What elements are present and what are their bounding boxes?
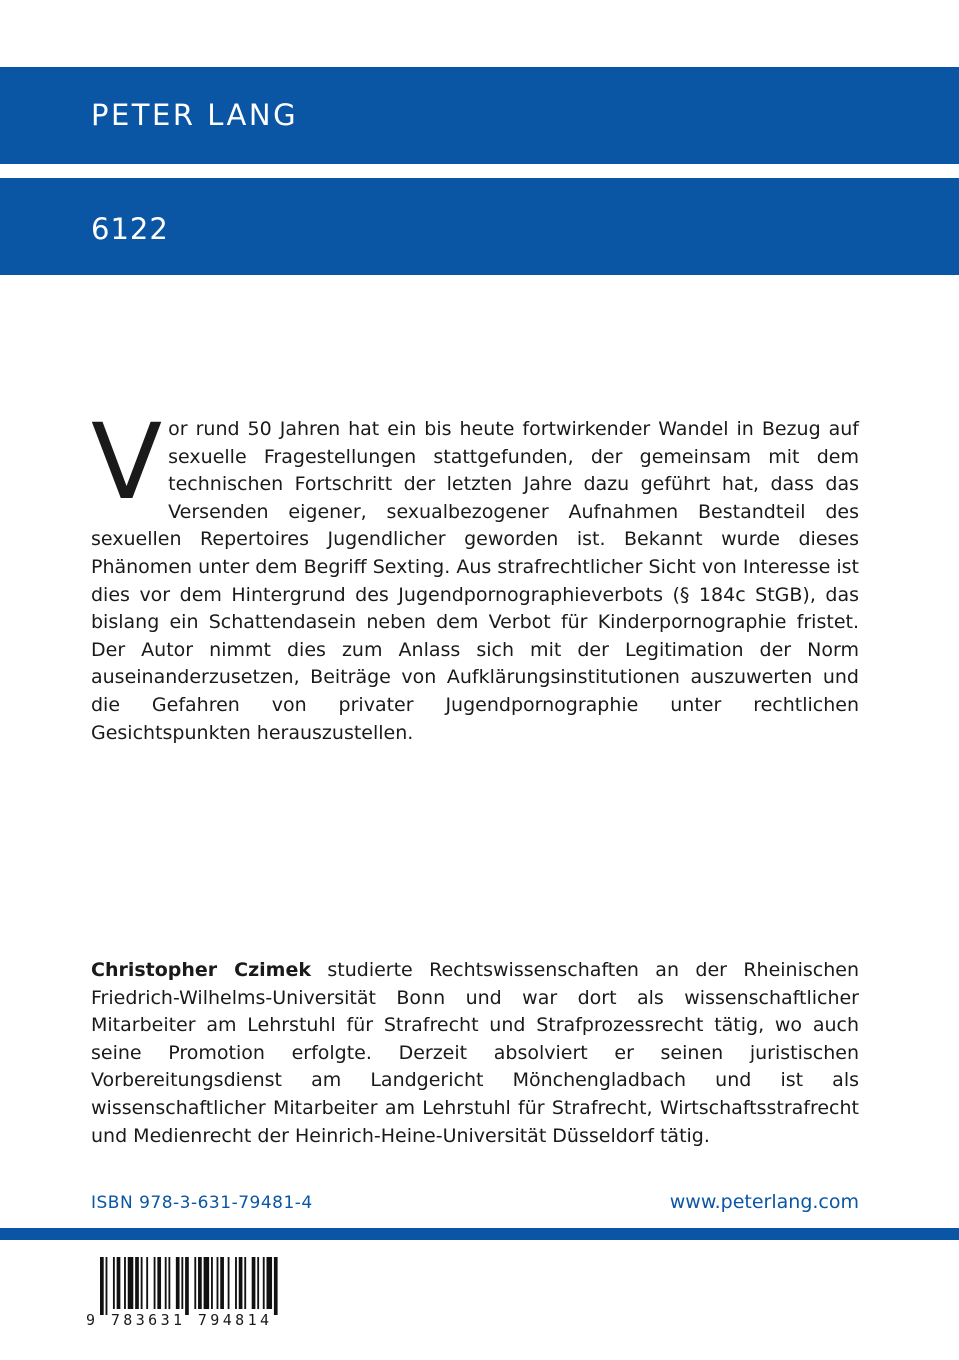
barcode-bar	[244, 1257, 246, 1309]
barcode-bar	[228, 1257, 230, 1309]
barcode-bar	[176, 1257, 180, 1309]
barcode-bar	[185, 1257, 189, 1315]
barcode-bar	[113, 1257, 115, 1309]
barcode-bar	[165, 1257, 167, 1309]
barcode-bar	[146, 1257, 148, 1309]
isbn: ISBN 978-3-631-79481-4	[91, 1193, 313, 1213]
barcode-bar	[106, 1257, 108, 1315]
barcode-bar	[274, 1257, 278, 1315]
barcode-bar	[141, 1257, 143, 1309]
barcode-bar	[117, 1257, 121, 1309]
barcode-bar	[168, 1257, 170, 1309]
publisher-name: PETER LANG	[91, 98, 299, 132]
barcode-bar	[220, 1257, 224, 1309]
barcode-bar	[211, 1257, 213, 1309]
series-band	[0, 178, 959, 275]
website-link[interactable]: www.peterlang.com	[669, 1191, 859, 1213]
barcode-digits: 9 783631 794814	[86, 1311, 273, 1329]
barcode-bar	[154, 1257, 156, 1309]
series-number: 6122	[91, 212, 169, 246]
barcode-bar	[263, 1257, 265, 1309]
barcode-bar	[257, 1257, 259, 1309]
barcode-bar	[100, 1257, 104, 1315]
barcode-bar	[267, 1257, 273, 1309]
barcode-bar	[239, 1257, 243, 1309]
author-name: Christopher Czimek	[91, 959, 311, 981]
blurb-text: or rund 50 Jahren hat ein bis heute fortwirkender Wandel in Bezug auf sexuelle Fragestellungen stattgefunden, der gemeinsam mit dem technischen Fortschritt der letzten Jahre dazu geführt hat, dass das Versenden eigener, sexualbezogener Aufnahmen Bestandteil des sexuellen Repertoires Jugendlicher geworden ist. Bekannt wurde dieses Phänomen unter dem Begriff Sexting. Aus strafrechtlicher Sicht von Interesse ist dies vor dem Hintergrund des Jugendpornographieverbots (§ 184c StGB), das bislang ein Schattendasein neben dem Verbot für Kinderpornographie fristet. Der Autor nimmt dies zum Anlass sich mit der Legitimation der Norm auseinanderzusetzen, Beiträge von Aufklärungsinstitutionen auszuwerten und die Gefahren von privater Jugendpornographie unter rechtlichen Gesichtspunkten herauszustellen.	[91, 418, 859, 744]
book-blurb	[91, 401, 859, 747]
barcode-bar	[135, 1257, 139, 1309]
barcode-bar	[217, 1257, 219, 1309]
barcode-bar	[194, 1257, 196, 1309]
drop-cap: V	[91, 401, 163, 523]
barcode-bar	[198, 1257, 202, 1309]
author-bio	[91, 957, 859, 1150]
barcode-bar	[128, 1257, 134, 1309]
barcode-bar	[157, 1257, 161, 1309]
publisher-band	[0, 67, 959, 164]
barcode	[86, 1253, 298, 1333]
author-bio-text: studierte Rechtswissenschaften an der Rheinischen Friedrich-Wilhelms-Universität Bonn und war dort als wissenschaftlicher Mitarbeiter am Lehrstuhl für Strafrecht und Strafprozessrecht tätig, wo auch seine Promotion erfolgte. Derzeit absolviert er seinen juristischen Vorbereitungsdienst am Landgericht Mönchengladbach und ist als wissenschaftlicher Mitarbeiter am Lehrstuhl für Strafrecht, Wirtschaftsstrafrecht und Medienrecht der Heinrich-Heine-Universität Düsseldorf tätig.	[91, 959, 859, 1147]
barcode-bar	[235, 1257, 237, 1309]
bottom-rule	[0, 1228, 959, 1240]
barcode-bar	[204, 1257, 210, 1309]
barcode-bar	[252, 1257, 256, 1309]
barcode-bar	[181, 1257, 183, 1309]
barcode-bar	[124, 1257, 126, 1309]
